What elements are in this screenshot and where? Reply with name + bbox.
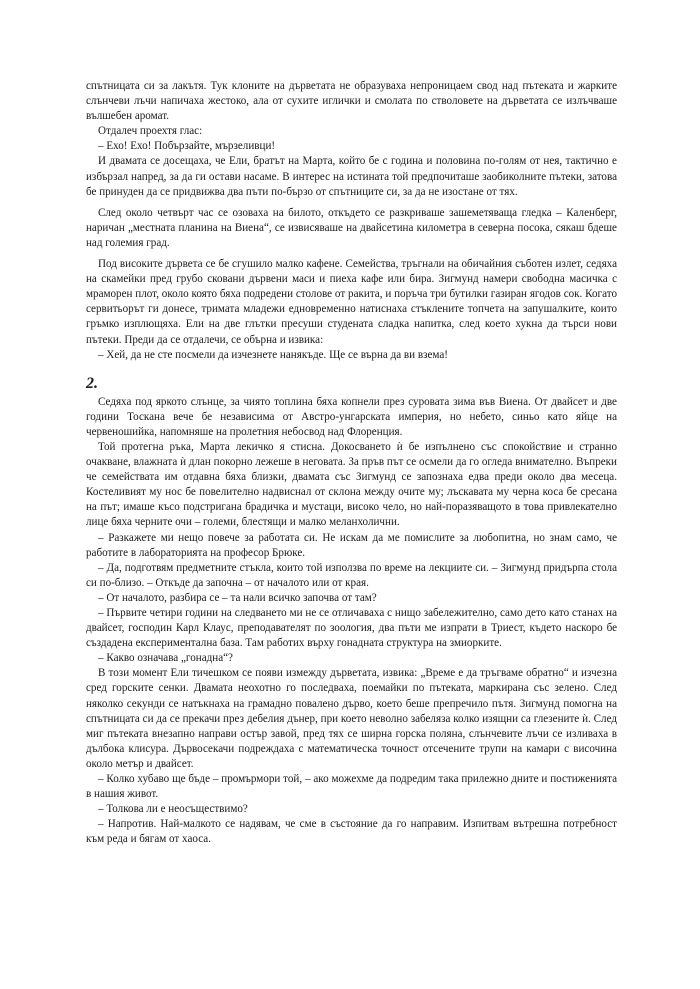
- dialogue-line: – Какво означава „гонадна“?: [98, 652, 233, 665]
- paragraph: Отдалеч проехтя глас:: [98, 125, 203, 138]
- chapter-heading: 2.: [86, 374, 98, 392]
- dialogue-line: – Напротив. Най-малкото се надявам, че сме в състояние да го направим. Изпитвам вътрешна потребност към реда и бягам от хаоса.: [86, 818, 617, 846]
- dialogue-line: – От началото, разбира се – та нали всичко започва от там?: [98, 591, 377, 604]
- paragraph: В този момент Ели тичешком се появи измежду дърветата, извика: „Време е да тръгваме обратно“ и изчезна сред горските сенки. Двамата неохотно го последваха, поемайки по пътеката, маркирана със зелено. След няколко секунди се натъкнаха на грамадно повалено дърво, което беше препречило пътя. Зигмунд помогна на спътницата си да се прекачи през дебелия дънер, при което неволно забеляза колко изящни са глезените ѝ. След миг пътеката внезапно направи остър завой, пред тях се ширна горска поляна, слънчевите лъчи се изливаха в дълбока клисура. Дървосекачи подреждаха с математическа точност отсечените трупи на камари с височина около метър и двайсет.: [86, 667, 617, 770]
- dialogue-line: – Разкажете ми нещо повече за работата си. Не искам да ме помислите за любопитна, но знам само, че работите в лабораторията на професор Брюке.: [86, 531, 617, 559]
- dialogue-line: – Ехо! Ехо! Побързайте, мързеливци!: [98, 140, 276, 153]
- paragraph: И двамата се досещаха, че Ели, братът на Марта, който бе с година и половина по-голям от нея, тактично е избързал напред, за да ги остави насаме. В интерес на истината той предпочиташе заобиколните пътеки, затова бе принуден да се придвижва два пъти по-бързо от спътниците си, за да не изостане от тях.: [86, 155, 617, 198]
- paragraph: спътницата си за лакътя. Тук клоните на дърветата не образуваха непроницаем свод над пътеката и жарките слънчеви лъчи напичаха жестоко, ала от сухите иглички и смолата по стволовете на дърветата се излъчваше вълшебен аромат.: [86, 80, 617, 123]
- dialogue-line: – Хей, да не сте посмели да изчезнете нанякъде. Ще се върна да ви взема!: [98, 348, 448, 361]
- paragraph: Седяха под яркото слънце, за чиято топлина бяха копнели през суровата зима във Виена. От двайсет и две години Тоскана вече бе независима от Австро-унгарската империя, но небето, синьо като яйце на червеношийка, напомняше на пролетния небосвод над Флоренция.: [86, 395, 617, 438]
- paragraph: Той протегна ръка, Марта лекичко я стисна. Докосването ѝ бе изпълнено със спокойствие и странно очакване, влажната ѝ длан покорно лежеше в неговата. За пръв път се осмели да го огледа внимателно. Въпреки че семействата им отдавна бяха близки, двамата със Зигмунд се запознаха едва преди около два месеца. Костеливият му нос бе повелително надвиснал от склона между очите му; лъскавата му черна коса бе сресана на път; имаше късо подстригана брадичка и мустаци, високо чело, но най-поразяващото в това привлекателно лице бяха черните очи – големи, блестящи и малко меланхолични.: [86, 440, 617, 529]
- dialogue-line: – Първите четири години на следването ми не се отличаваха с нищо забележително, само дето като станах на двайсет, господин Карл Клаус, преподавателят по зоология, два пъти ме изпрати в Триест, където наскоро бе създадена експериментална база. Там работих върху гонадната структура на змиорките.: [86, 607, 617, 650]
- dialogue-line: – Толкова ли е неосъществимо?: [98, 803, 248, 816]
- dialogue-line: – Колко хубаво ще бъде – промърмори той, – ако можехме да подредим така прилежно дните и постиженията в нашия живот.: [86, 773, 617, 801]
- dialogue-line: – Да, подготвям предметните стъкла, които той използва по време на лекциите си. – Зигмунд придърпа стола си по-близо. – Откъде да започна – от началото или от края.: [86, 561, 617, 589]
- page-text: [86, 79, 617, 848]
- paragraph: Под високите дървета се бе сгушило малко кафене. Семейства, тръгнали на обичайния съботен излет, седяха на скамейки пред грубо сковани дървени маси и пиеха кафе или бира. Зигмунд намери свободна масичка с мраморен плот, около която бяха подредени столове от ракита, и поръча три бутилки газиран ягодов сок. Когато сервитьорът ги донесе, тримата младежи едновременно натиснаха стъклените топчета на запушалките, които гръмко изплющяха. Ели на две глътки пресуши студената сладка напитка, след което хукна да търси нови пътеки. Преди да се отдалечи, се обърна и извика:: [86, 258, 617, 346]
- paragraph: След около четвърт час се озоваха на билото, откъдето се разкриваше зашеметяваща гледка – Каленберг, наричан „местната планина на Виена“, се извисяваше на двайсетина километра в северна посока, сякаш бдеше над големия град.: [86, 206, 617, 249]
